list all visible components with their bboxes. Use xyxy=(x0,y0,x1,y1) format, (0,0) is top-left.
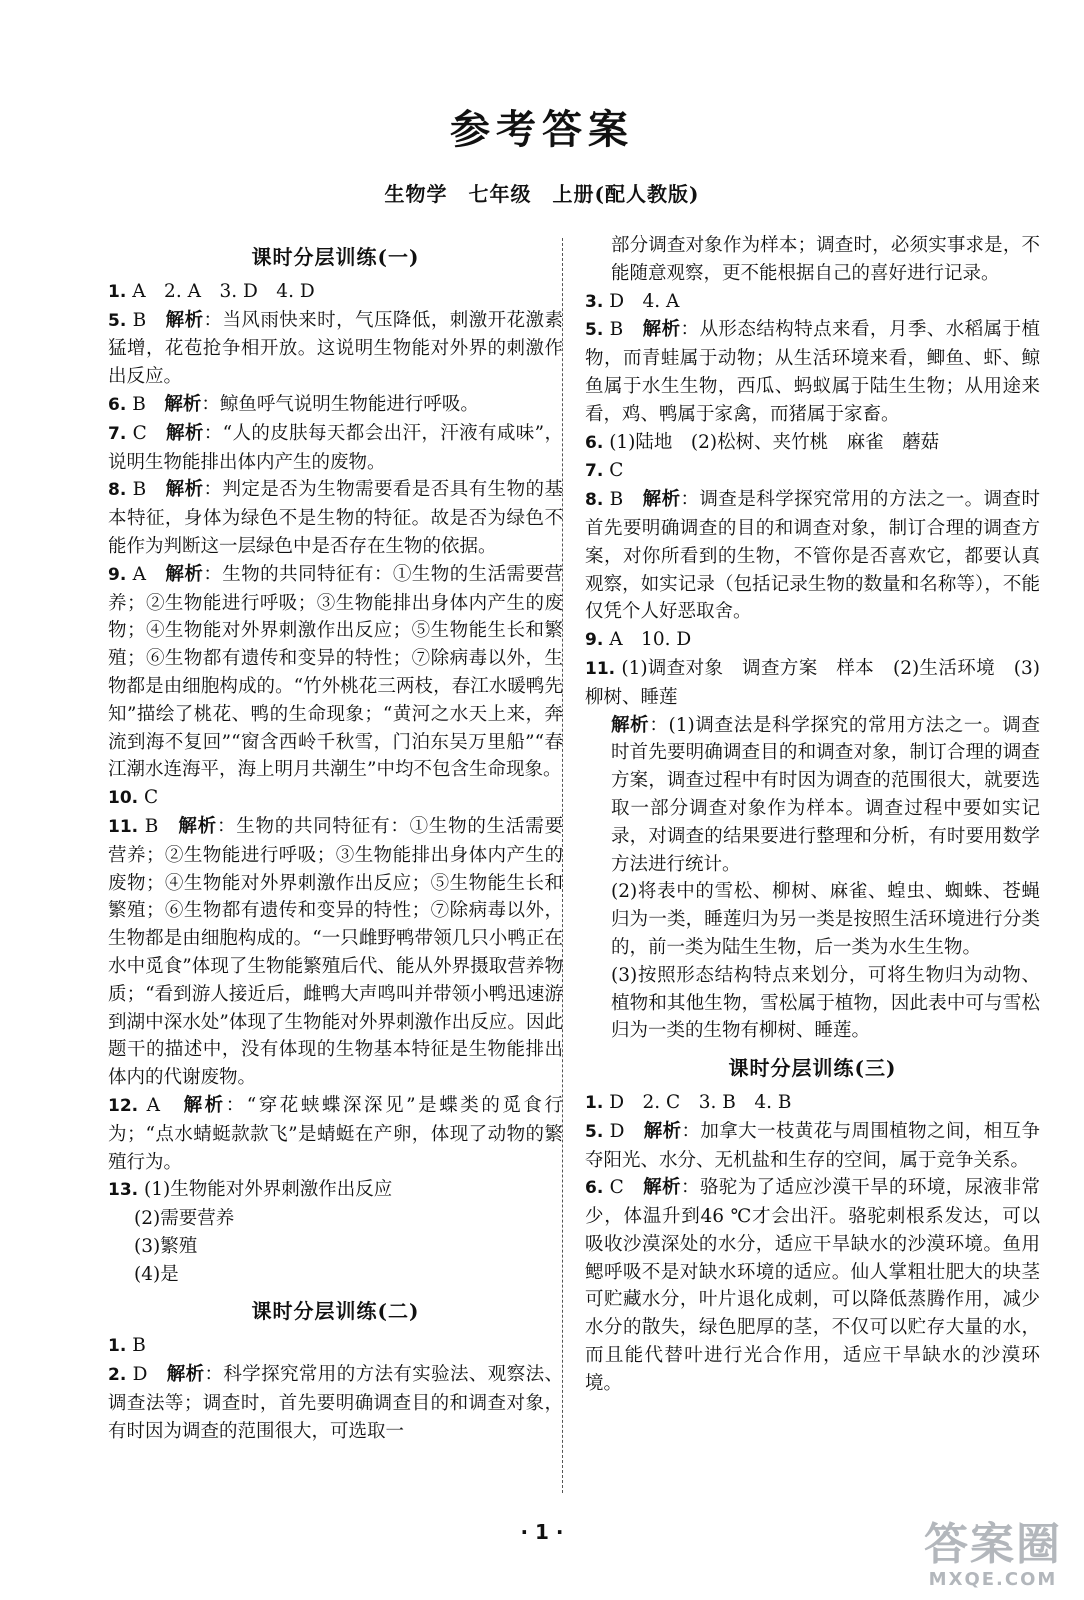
answer-choice: B xyxy=(609,489,624,511)
answer-choice: C xyxy=(609,460,624,482)
answer-choice: D xyxy=(132,1364,148,1386)
explanation-label: 解析 xyxy=(611,714,650,736)
answer-continuation xyxy=(585,878,1040,961)
item-number: 6. xyxy=(108,394,127,415)
answer-choice: C xyxy=(609,1177,624,1199)
section-heading: 课时分层训练(一) xyxy=(251,245,420,269)
answer-choice: D xyxy=(609,1120,625,1142)
answer-text: D 2. C 3. B 4. B xyxy=(609,1091,792,1113)
answer-text: ：骆驼为了适应沙漠干旱的环境，尿液非常少，体温升到46 ℃才会出汗。骆驼刺根系发达，可以吸收沙漠深处的水分，适应干旱缺水的沙漠环境。鱼用鳃呼吸不是对缺水环境的适应。仙人掌粗壮肥大的块茎可贮藏水分，叶片退化成刺，可以降低蒸腾作用，减少水分的散失，绿色肥厚的茎，不仅可以贮存大量的水，而且能代替叶进行光合作用，适应干旱缺水的沙漠环境。 xyxy=(585,1177,1040,1394)
answer-item xyxy=(108,1361,563,1445)
explanation-label: 解析 xyxy=(642,489,681,511)
answer-item xyxy=(108,561,563,784)
item-number: 6. xyxy=(585,432,604,453)
answer-choice: B xyxy=(132,479,147,501)
answer-text: 部分调查对象作为样本；调查时，必须实事求是，不能随意观察，更不能根据自己的喜好进行记录。 xyxy=(611,235,1040,284)
answer-text: (2)需要营养 xyxy=(134,1208,235,1230)
explanation-label: 解析 xyxy=(165,309,204,331)
left-column xyxy=(108,232,563,1445)
answer-item xyxy=(585,1118,1040,1175)
answer-item xyxy=(108,784,563,813)
item-number: 8. xyxy=(108,480,127,501)
answer-continuation xyxy=(585,232,1040,288)
item-number: 8. xyxy=(585,490,604,511)
item-number: 5. xyxy=(585,1121,604,1142)
answer-item xyxy=(108,1176,563,1205)
explanation-label: 解析 xyxy=(643,1177,681,1199)
answer-choice: B xyxy=(132,1335,146,1357)
answer-item xyxy=(108,307,563,391)
answer-text: ：科学探究常用的方法有实验法、观察法、调查法等；调查时，首先要明确调查目的和调查对象，有时因为调查的范围很大，可选取一 xyxy=(108,1364,563,1442)
item-number: 11. xyxy=(585,658,616,679)
answer-item xyxy=(585,626,1040,655)
answer-text: (3)繁殖 xyxy=(134,1235,198,1257)
item-number: 12. xyxy=(108,1095,139,1116)
answer-text: (4)是 xyxy=(134,1263,179,1285)
item-number: 1. xyxy=(108,281,127,302)
answer-choice: C xyxy=(132,422,147,444)
explanation-label: 解析 xyxy=(165,563,204,585)
answer-text: ：从形态结构特点来看，月季、水稻属于植物，而青蛙属于动物；从生活环境来看，鲫鱼、虾、鲸鱼属于水生生物，西瓜、蚂蚁属于陆生生物；从用途来看，鸡、鸭属于家禽，而猪属于家畜。 xyxy=(585,319,1040,425)
item-number: 11. xyxy=(108,816,139,837)
answer-text: A 2. A 3. D 4. D xyxy=(132,280,315,302)
answer-text: ：(1)调查法是科学探究的常用方法之一。调查时首先要明确调查目的和调查对象，制订合理的调查方案，调查过程中有时因为调查的范围很大，就要选取一部分调查对象作为样本。调查过程中要如实记录，对调查的结果要进行整理和分析，有时要用数学方法进行统计。 xyxy=(611,714,1040,875)
answer-choice: B xyxy=(609,319,624,341)
answer-choice: B xyxy=(144,815,159,837)
answer-text: A 10. D xyxy=(609,629,692,651)
item-number: 1. xyxy=(585,1092,604,1113)
watermark-logo xyxy=(924,1521,1062,1590)
explanation-label: 解析 xyxy=(165,479,204,501)
item-number: 7. xyxy=(585,461,604,482)
answer-item xyxy=(108,420,563,477)
answer-text: (1)生物能对外界刺激作出反应 xyxy=(144,1179,393,1201)
answer-text: ：鲸鱼呼气说明生物能进行呼吸。 xyxy=(201,393,479,415)
answer-text: ：当风雨快来时，气压降低，刺激开花激素猛增，花苞抢争相开放。这说明生物能对外界的刺激作出反应。 xyxy=(108,309,563,388)
explanation-label: 解析 xyxy=(642,319,681,341)
item-number: 2. xyxy=(108,1365,127,1386)
answer-text: ：“人的皮肤每天都会出汗，汗液有咸味”，说明生物能排出体内产生的废物。 xyxy=(108,422,563,473)
answer-choice: B xyxy=(132,309,147,331)
answer-item xyxy=(585,429,1040,458)
explanation-label: 解析 xyxy=(166,422,204,444)
answer-text: (3)按照形态结构特点来划分，可将生物归为动物、植物和其他生物，雪松属于植物，因此表中可与雪松归为一类的生物有柳树、睡莲。 xyxy=(611,964,1040,1042)
item-number: 7. xyxy=(108,423,127,444)
watermark-title: 答案圈 xyxy=(924,1519,1062,1570)
right-column xyxy=(585,232,1040,1398)
answer-item xyxy=(585,1174,1040,1397)
answer-choice: A xyxy=(146,1094,160,1116)
answer-continuation xyxy=(585,962,1040,1045)
section-heading: 课时分层训练(二) xyxy=(251,1299,420,1324)
item-number: 1. xyxy=(108,1336,127,1357)
section-heading: 课时分层训练(三) xyxy=(728,1056,897,1081)
answer-choice: A xyxy=(132,563,147,585)
answer-item xyxy=(585,316,1040,428)
page-number: · 1 · xyxy=(520,1520,564,1544)
answer-item xyxy=(108,813,563,1092)
answer-item xyxy=(585,655,1040,712)
answer-text: D 4. A xyxy=(609,290,680,312)
page-title: 参考答案 xyxy=(450,106,634,153)
item-number: 5. xyxy=(585,320,604,341)
answer-text: ：“穿花蛱蝶深深见”是蝶类的觅食行为；“点水蜻蜓款款飞”是蜻蜓在产卵，体现了动物的繁殖行为。 xyxy=(108,1094,563,1173)
answer-item xyxy=(108,391,563,420)
answer-item xyxy=(585,457,1040,486)
item-number: 9. xyxy=(108,564,127,585)
answer-continuation xyxy=(108,1233,563,1261)
answer-item xyxy=(585,486,1040,626)
answer-choice: B xyxy=(132,393,146,415)
page-subtitle: 生物学 七年级 上册(配人教版) xyxy=(384,182,700,206)
item-number: 10. xyxy=(108,788,139,809)
answer-item xyxy=(585,1089,1040,1118)
item-number: 3. xyxy=(585,291,604,312)
answer-text: ：加拿大一枝黄花与周围植物之间，相互争夺阳光、水分、无机盐和生存的空间，属于竞争关系。 xyxy=(585,1120,1040,1171)
item-number: 13. xyxy=(108,1180,139,1201)
answer-text: (1)陆地 (2)松树、夹竹桃 麻雀 蘑菇 xyxy=(609,431,940,453)
column-divider xyxy=(562,238,563,1493)
answer-text: ：调查是科学探究常用的方法之一。调查时首先要明确调查的目的和调查对象，制订合理的调查方案，对你所看到的生物，不管你是否喜欢它，都要认真观察，如实记录（包括记录生物的数量和名称等），不能仅凭个人好恶取舍。 xyxy=(585,489,1040,623)
answer-continuation xyxy=(585,712,1040,879)
answer-text: ：生物的共同特征有：①生物的生活需要营养；②生物能进行呼吸；③生物能排出身体内产生的废物；④生物能对外界刺激作出反应；⑤生物能生长和繁殖；⑥生物都有遗传和变异的特性；⑦除病毒以外，生物都是由细胞构成的。“竹外桃花三两枝，春江水暖鸭先知”描绘了桃花、鸭的生命现象；“黄河之水天上来，奔流到海不复回”“窗含西岭千秋雪，门泊东吴万里船”“春江潮水连海平，海上明月共潮生”中均不包含生命现象。 xyxy=(108,563,563,781)
answer-item xyxy=(108,1092,563,1176)
explanation-label: 解析 xyxy=(178,815,217,837)
answer-continuation xyxy=(108,1205,563,1233)
answer-continuation xyxy=(108,1261,563,1289)
answer-choice: C xyxy=(144,787,159,809)
answer-text: (1)调查对象 调查方案 样本 (2)生活环境 (3)柳树、睡莲 xyxy=(585,657,1040,708)
item-number: 9. xyxy=(585,630,604,651)
explanation-label: 解析 xyxy=(166,1364,205,1386)
answer-item xyxy=(108,476,563,560)
explanation-label: 解析 xyxy=(164,393,202,415)
answer-item xyxy=(585,288,1040,317)
explanation-label: 解析 xyxy=(183,1094,226,1116)
answer-item xyxy=(108,278,563,307)
explanation-label: 解析 xyxy=(643,1120,682,1142)
item-number: 5. xyxy=(108,310,127,331)
item-number: 6. xyxy=(585,1178,604,1199)
watermark-url: MXQE.COM xyxy=(928,1569,1058,1590)
answer-text: ：生物的共同特征有：①生物的生活需要营养；②生物能进行呼吸；③生物能排出身体内产生的废物；④生物能对外界刺激作出反应；⑤生物能生长和繁殖；⑥生物都有遗传和变异的特性；⑦除病毒以外，生物都是由细胞构成的。“一只雌野鸭带领几只小鸭正在水中觅食”体现了生物能繁殖后代、能从外界摄取营养物质；“看到游人接近后，雌鸭大声鸣叫并带领小鸭迅速游到湖中深水处”体现了生物能对外界刺激作出反应。因此题干的描述中，没有体现的生物基本特征是生物能排出体内的代谢废物。 xyxy=(108,815,563,1089)
answer-text: ：判定是否为生物需要看是否具有生物的基本特征，身体为绿色不是生物的特征。故是否为绿色不能作为判断这一层绿色中是否存在生物的依据。 xyxy=(108,479,563,557)
answer-text: (2)将表中的雪松、柳树、麻雀、蝗虫、蜘蛛、苍蝇归为一类，睡莲归为另一类是按照生活环境进行分类的，前一类为陆生生物，后一类为水生生物。 xyxy=(611,881,1040,958)
answer-item xyxy=(108,1332,563,1361)
